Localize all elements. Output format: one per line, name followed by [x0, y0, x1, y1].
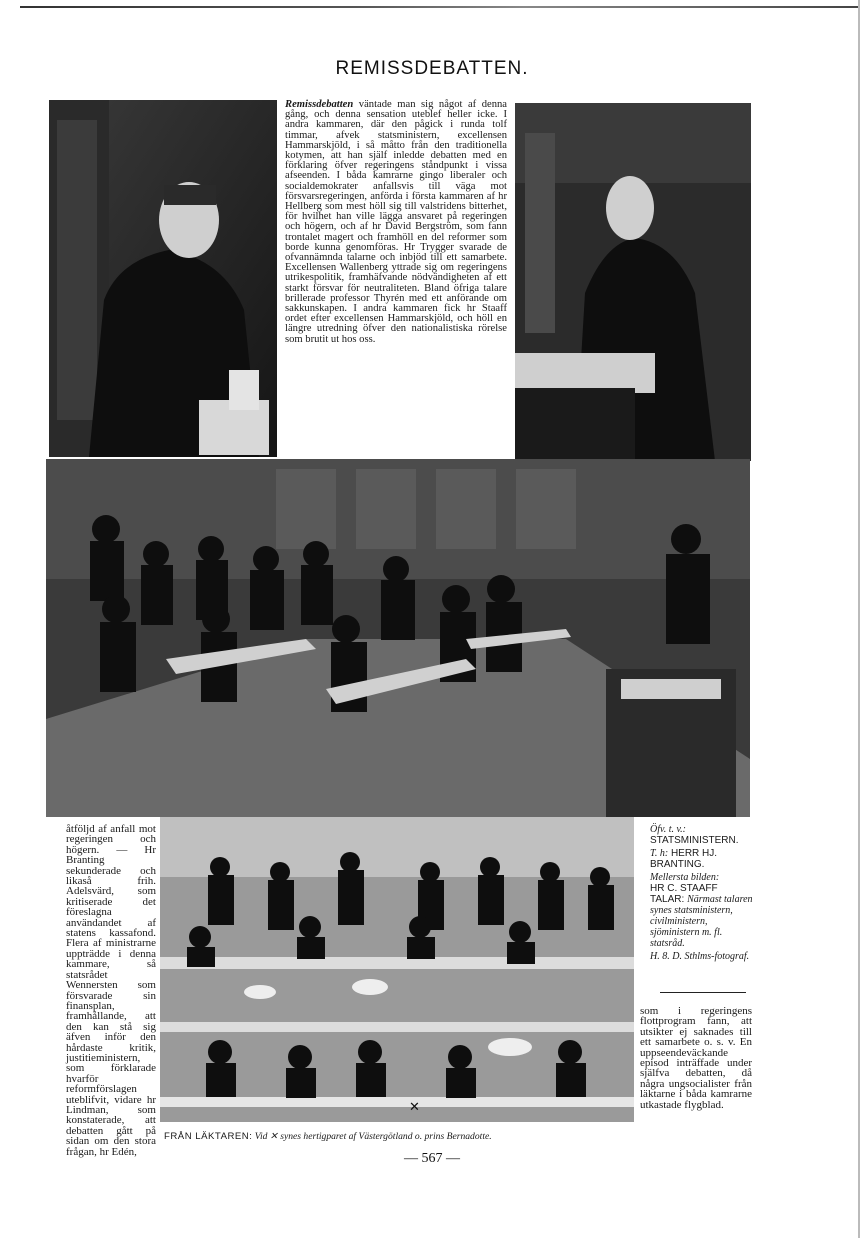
intro-body: väntade man sig något af denna gång, och denna sensation uteblef heller icke. I andra kammaren, där den pågick i runda tolf timmar, afvek statsministern, excellensen Hammarskjöld, i så måtto från den traditionella kotymen, att han själf inledde debatten med en förklaring öfver regeringens ståndpunkt i vissa afseenden. I båda kamrarne gingo liberaler och socialdemokrater anfallsvis till väga mot försvarsregeringen, anförda i första kammaren af hr Hellberg som mest höll sig till valstridens bitterhet, för hvilhet han ville lägga ansvaret på regeringen och högern, och af hr David Bergström, som fann trontalet magert och framhöll en del reformer som borde kunna genomföras. Hr Trygger svarade de ofvannämnda talarne och inbjöd till ett samarbete. Excellensen Wallenberg yttrade sig om regeringens utrikespolitik, framhäfvande nödvändigheten af ett starkt försvar för neutraliteten. Bland öfriga talare brillerade professor Thyrén med ett anförande om sakkunskapen. I andra kammaren fick hr Staaff ordet efter excellensen Hammarskjöld, och höll en längre utredning öfver den nationalistiska rörelse som brutit ut hos oss.: [285, 99, 507, 345]
page-number: — 567 —: [404, 1151, 460, 1166]
photo-credit: H. 8. D. Sthlms-fotograf.: [650, 951, 750, 962]
photo-chamber-staaff-speaking: [46, 459, 750, 817]
gallery-caption: [164, 1131, 634, 1142]
caption-middle-label: Mellersta bilden:: [650, 872, 720, 883]
gallery-caption-text: Vid ✕ synes hertigparet af Västergötland o. prins Bernadotte.: [254, 1131, 492, 1142]
caption-divider: [660, 992, 746, 993]
x-marker: ✕: [409, 1100, 420, 1115]
intro-article-text: [285, 100, 507, 345]
photo-lakaren-gallery: [160, 817, 634, 1122]
gallery-caption-label: FRÅN LÄKTAREN:: [164, 1131, 253, 1142]
intro-lead: Remissdebatten: [285, 99, 354, 110]
page-edge: [858, 0, 860, 1238]
caption-left-text: STATSMINISTERN.: [650, 835, 739, 846]
caption-right-text: HERR HJ. BRANTING.: [650, 848, 718, 870]
photo-branting: [515, 103, 751, 461]
left-column-text: åtföljd af anfall mot regeringen och högern. — Hr Branting sekunderade och likaså frih. Adelsvärd, som kritiserade det föreslagna användandet af statens kassafond. Flera af ministrarne uppträdde i denna kammare, så statsrådet Wennersten som försvarade sin finansplan, framhållande, att den kan stå sig äfven inför den hårdaste kritik, justitieministern, som förklarade hvarför reformförslagen uteblifvit, vidare hr Lindman, som konstaterade, att debatten gått på sidan om den stora frågan, hr Edén,: [66, 823, 156, 1158]
page-top-rule: [20, 6, 860, 8]
caption-middle-text-1: HR C. STAAFF TALAR:: [650, 883, 718, 905]
caption-right-label: T. h:: [650, 848, 669, 859]
page-title: REMISSDEBATTEN.: [335, 58, 529, 79]
right-column-text: som i regeringens flottprogram fann, att utsikter ej saknades till ett samarbete o. s. v. En uppseendeväckande episod inträffade under själfva debatten, då några ungsocialister från läktarne i båda kamrarne utkastade flygblad.: [640, 1005, 752, 1111]
caption-middle-text-2: Närmast talaren synes statsministern, civilministern, sjöministern m. fl. statsråd.: [650, 894, 753, 949]
photo-statsministern: [49, 100, 277, 457]
photo-captions: [650, 824, 754, 964]
caption-left-label: Öfv. t. v.:: [650, 824, 687, 835]
